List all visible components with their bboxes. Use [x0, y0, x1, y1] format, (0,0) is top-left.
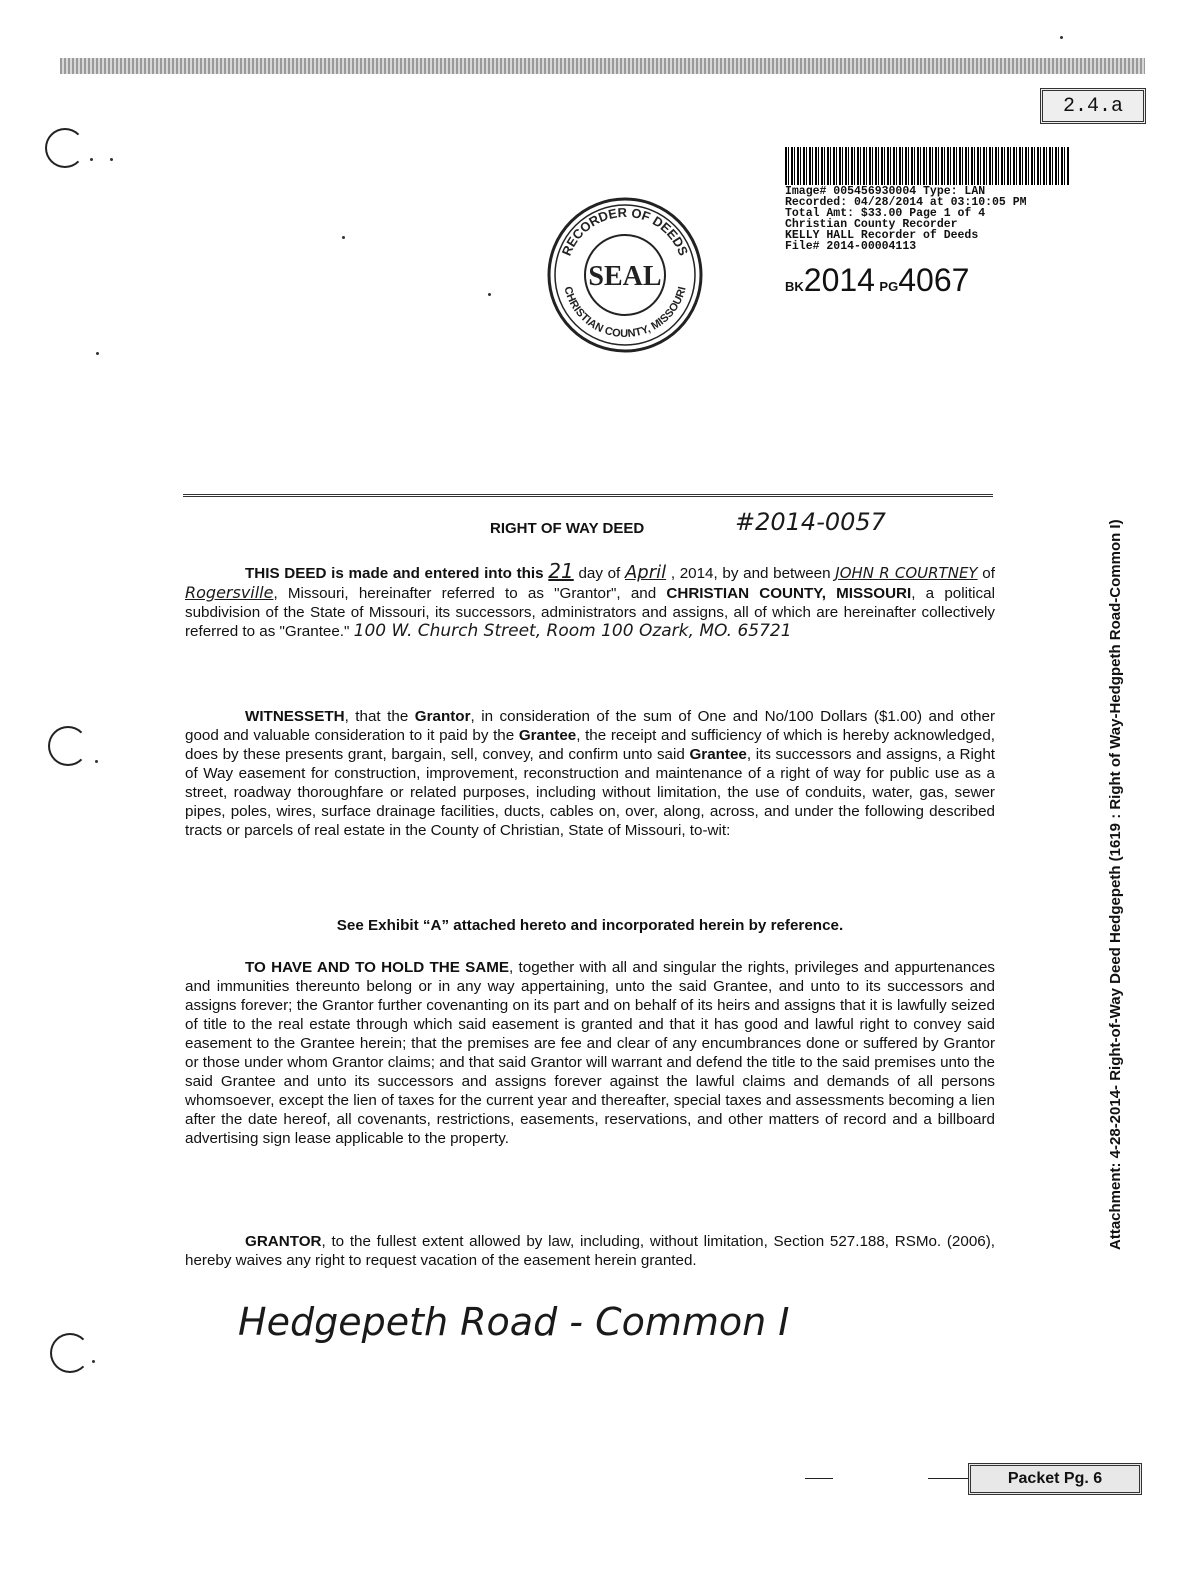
scan-header-band: [60, 58, 1145, 74]
witnesseth-text: , in consideration of the sum of One and No/100 Dollars ($1.00) and other good and valuable consideration to it paid by the: [185, 708, 995, 744]
book-page-number: [785, 262, 969, 299]
intro-text: , 2014, by and: [670, 565, 769, 582]
recording-line: Total Amt: $33.00 Page 1 of 4: [785, 207, 986, 220]
intro-paragraph: [185, 559, 995, 641]
waiver-lead: GRANTOR: [245, 1233, 322, 1250]
recording-line: Image# 005456930004 Type: LAN: [785, 185, 986, 198]
intro-lead: THIS DEED is made and entered into this: [245, 565, 544, 582]
handwritten-road-note: Hedgepeth Road - Common I: [238, 1300, 790, 1344]
seal-ring-top-text: RECORDER OF DEEDS: [558, 204, 692, 258]
witnesseth-text: , its successors and assigns, a Right of Way easement for construction, improvement, reconstruction and maintenance of a right of way for public use as a street, roadway thoroughfare or related purposes, including without limitation, the use of conduits, water, gas, sewer pipes, poles, wires, surface drainage facilities, ducts, cables on, over, along, across, and under the following described tracts or parcels of real estate in the County of Christian, State of Missouri, to-wit:: [185, 746, 995, 839]
footer-dash: [928, 1478, 968, 1479]
scan-speck: [96, 352, 99, 355]
seal-center-text: SEAL: [588, 261, 662, 292]
habendum-paragraph: [185, 958, 995, 1148]
grantee-term: Grantee: [689, 746, 747, 763]
scan-speck: [488, 293, 491, 296]
recording-line: Christian County Recorder: [785, 218, 958, 231]
waiver-text: , to the fullest extent allowed by law, including, without limitation, Section 527.188, RSMo. (2006), hereby waives any right to request vacation of the easement herein granted.: [185, 1233, 995, 1269]
intro-text: of: [982, 565, 995, 582]
pg-value: 4067: [898, 262, 970, 298]
footer-dash: [805, 1478, 833, 1479]
habendum-text: , together with all and singular the rights, privileges and appurtenances and immunities thereunto belong or in any way appertaining, unto the said Grantee, and unto to its successors and assigns forever; the Grantor further covenanting on its part and on behalf of its heirs and assigns that it is lawfully seized of title to the real estate through which said easement is granted and that it has good and lawful right to convey said easement to the Grantee herein; that the premises are fee and clear of any encumbrances done or suffered by Grantor or those under whom Grantor claims; and that said Grantor will warrant and defend the title to the said premises unto the said Grantee and unto its successors and assigns forever against the lawful claims and demands of all persons whomsoever, except the lien of taxes for the current year and thereafter, special taxes and assessments becoming a lien after the date hereof, all covenants, restrictions, easements, reservations, and other matters of record and a billboard advertising sign lease applicable to the property.: [185, 959, 995, 1147]
horizontal-rule: [183, 494, 993, 500]
witnesseth-lead: WITNESSETH: [245, 708, 345, 725]
handwritten-grantor-name: JOHN R COURTNEY: [835, 564, 978, 582]
handwritten-deed-number: #2014-0057: [735, 508, 886, 536]
witnesseth-text: , the receipt and sufficiency of which is hereby acknowledged, does by these presents grant, bargain, sell, convey, and confirm unto said: [185, 727, 995, 763]
bk-value: 2014: [803, 262, 875, 298]
recording-line: File# 2014-00004113: [785, 240, 917, 253]
recording-info: [785, 186, 1027, 252]
bk-label: BK: [785, 279, 804, 294]
waiver-paragraph: [185, 1232, 995, 1270]
seal-ring-bottom-text: CHRISTIAN COUNTY, MISSOURI: [561, 285, 689, 341]
recording-line: Recorded: 04/28/2014 at 03:10:05 PM: [785, 196, 1027, 209]
witnesseth-paragraph: [185, 707, 995, 840]
grantor-term: Grantor: [414, 708, 471, 725]
intro-text: , a political subdivision of the State of Missouri, its successors, administrators and assigns, all of which are hereinafter collectively referred to as "Grantee.": [185, 585, 995, 640]
pg-label: PG: [879, 279, 899, 294]
scan-speck: [1060, 36, 1063, 39]
packet-page-label: Packet Pg. 6: [968, 1463, 1142, 1495]
handwritten-city: Rogersville: [185, 583, 274, 602]
handwritten-month: April: [624, 562, 667, 583]
habendum-lead: TO HAVE AND TO HOLD THE SAME: [245, 959, 510, 976]
intro-text: , Missouri, hereinafter referred to as "Grantor", and: [273, 585, 657, 602]
intro-text: between: [773, 565, 831, 582]
grantee-name: CHRISTIAN COUNTY, MISSOURI: [666, 585, 912, 602]
binder-hole: [45, 128, 85, 168]
scan-speck: [342, 236, 345, 239]
handwritten-address: 100 W. Church Street, Room 100 Ozark, MO. 65721: [353, 621, 792, 641]
binder-hole: [48, 726, 88, 766]
deed-title: RIGHT OF WAY DEED: [490, 520, 645, 537]
attachment-sidebar-label: Attachment: 4-28-2014- Right-of-Way Deed Hedgepeth (1619 : Right of Way-Hedgpeth Road-Common I): [1107, 519, 1124, 1250]
barcode: [785, 147, 1070, 185]
scan-speck: [95, 760, 98, 763]
exhibit-reference: See Exhibit “A” attached hereto and incorporated herein by reference.: [336, 917, 844, 934]
handwritten-day: 21: [548, 559, 574, 583]
scan-speck: [90, 158, 93, 161]
scan-speck: [110, 158, 113, 161]
agenda-item-stamp: 2.4.a: [1040, 88, 1146, 124]
recording-line: KELLY HALL Recorder of Deeds: [785, 229, 979, 242]
intro-text: day of: [578, 565, 621, 582]
scan-speck: [92, 1360, 95, 1363]
recorder-seal: [545, 195, 705, 355]
binder-hole: [50, 1333, 90, 1373]
witnesseth-text: , that the: [344, 708, 415, 725]
grantee-term: Grantee: [518, 727, 577, 744]
